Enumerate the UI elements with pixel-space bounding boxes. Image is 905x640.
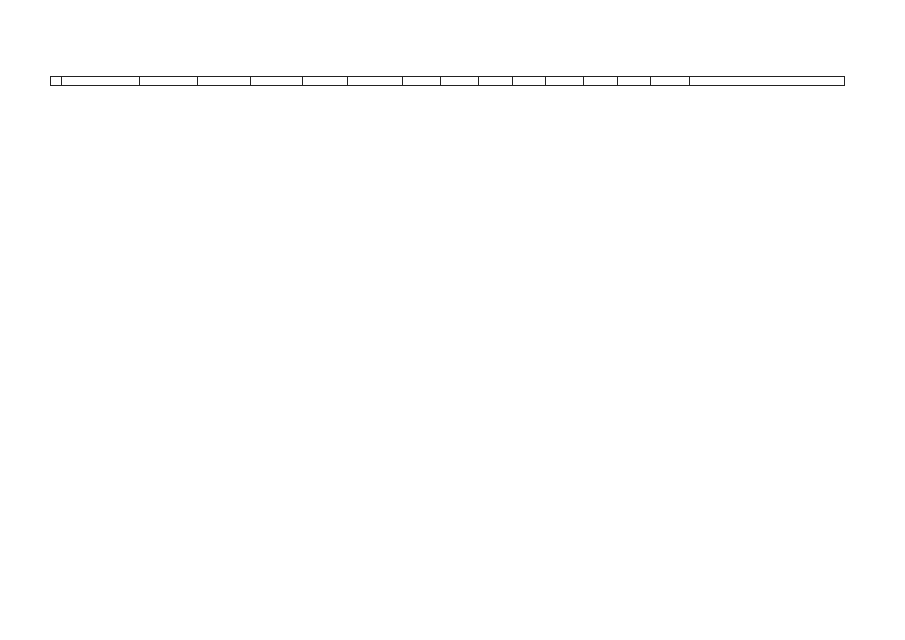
- header-row: [51, 77, 845, 86]
- column-header: [51, 77, 62, 86]
- column-header: [617, 77, 651, 86]
- column-header: [347, 77, 403, 86]
- column-header: [651, 77, 690, 86]
- column-header: [478, 77, 512, 86]
- program-table: [50, 76, 845, 86]
- column-header: [61, 77, 140, 86]
- column-header: [303, 77, 347, 86]
- column-header: [584, 77, 618, 86]
- column-header: [140, 77, 198, 86]
- column-header: [403, 77, 441, 86]
- column-header: [250, 77, 303, 86]
- column-header: [690, 77, 845, 86]
- column-header: [512, 77, 546, 86]
- column-header: [198, 77, 251, 86]
- column-header: [546, 77, 584, 86]
- column-header: [441, 77, 479, 86]
